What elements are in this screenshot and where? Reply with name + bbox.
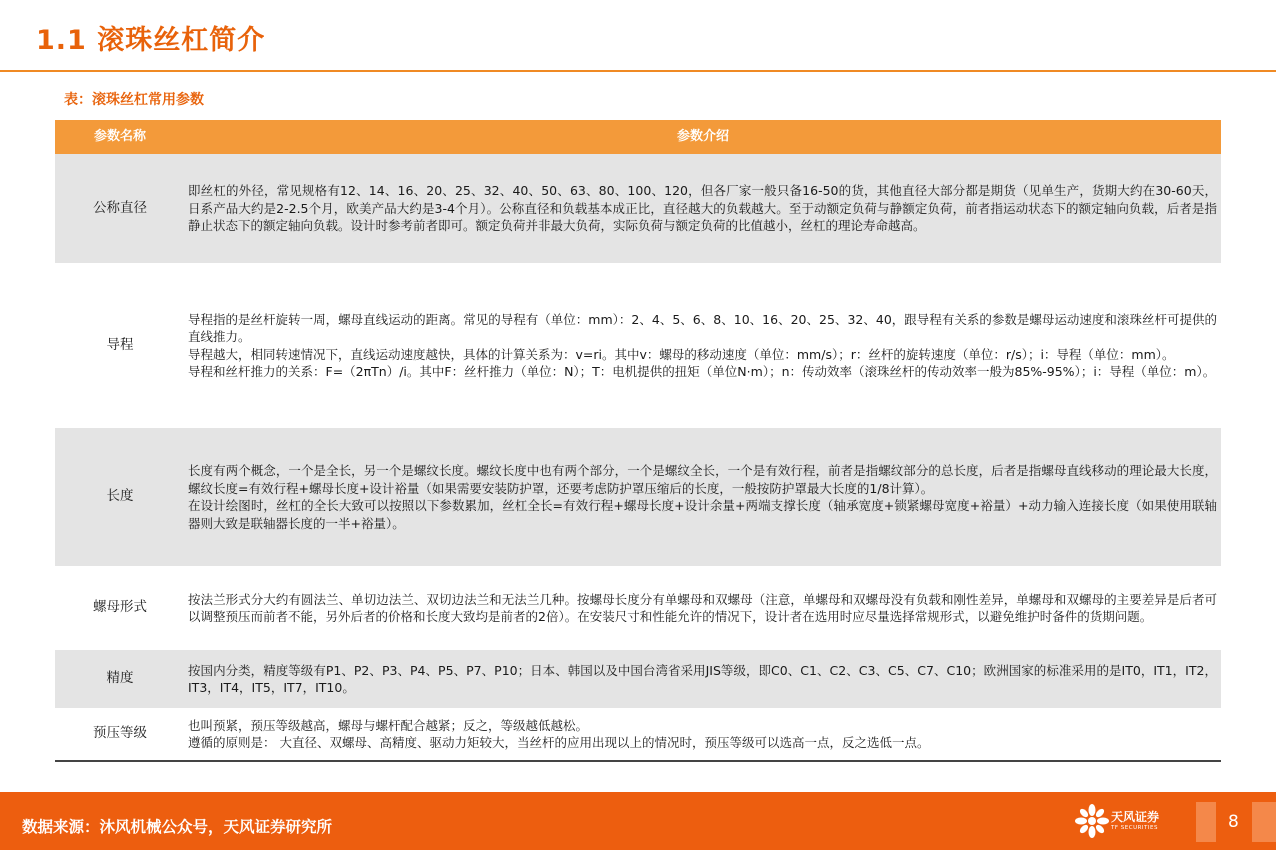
company-logo (1075, 803, 1175, 841)
table-caption: 表：滚珠丝杠常用参数 (64, 92, 204, 108)
param-description (185, 650, 1221, 708)
description-line: 长度有两个概念，一个是全长，另一个是螺纹长度。螺纹长度中也有两个部分，一个是螺纹全长，一个是有效行程，前者是指螺纹部分的总长度，后者是指螺母直线移动的理论最大长度，螺纹长度=有效行程+螺母长度+设计裕量（如果需要安装防护罩，还要考虑防护罩压缩后的长度，一般按防护罩最大长度的1/8计算）。 (188, 463, 1217, 496)
table-row (55, 263, 1221, 428)
param-description (185, 154, 1221, 263)
param-name: 预压等级 (55, 708, 185, 761)
param-name: 长度 (55, 428, 185, 566)
table-row (55, 650, 1221, 708)
description-line: 也叫预紧，预压等级越高，螺母与螺杆配合越紧；反之，等级越低越松。 (188, 717, 589, 733)
footer-decoration (1196, 802, 1216, 842)
table-header-row (55, 120, 1221, 154)
description-line: 即丝杠的外径，常见规格有12、14、16、20、25、32、40、50、63、80、100、120，但各厂家一般只备16-50的货，其他直径大部分都是期货（见单生产，货期大约在30-60天，日系产品大约是2-2.5个月，欧美产品大约是3-4个月）。公称直径和负载基本成正比，直径越大的负载越大。至于动额定负荷与静额定负荷，前者指运动状态下的额定轴向负载，后者是指静止状态下的额定轴向负载。设计时参考前者即可。额定负荷并非最大负荷，实际负荷与额定负荷的比值越小，丝杠的理论寿命越高。 (188, 183, 1217, 234)
description-line: 在设计绘图时，丝杠的全长大致可以按照以下参数累加，丝杠全长=有效行程+螺母长度+设计余量+两端支撑长度（轴承宽度+锁紧螺母宽度+裕量）+动力输入连接长度（如果使用联轴器则大致是联轴器长度的一半+裕量）。 (188, 498, 1217, 531)
param-description (185, 263, 1221, 428)
title-divider (0, 70, 1276, 72)
description-line: 按法兰形式分大约有圆法兰、单切边法兰、双切边法兰和无法兰几种。按螺母长度分有单螺母和双螺母（注意，单螺母和双螺母没有负载和刚性差异，单螺母和双螺母的主要差异是后者可以调整预压而前者不能，另外后者的价格和长度大致均是前者的2倍）。在安装尺寸和性能允许的情况下，设计者在选用时应尽量选择常规形式，以避免维护时备件的货期问题。 (188, 591, 1217, 624)
logo-text-cn: 天风证券 (1111, 810, 1160, 824)
param-name: 导程 (55, 263, 185, 428)
description-line: 导程和丝杆推力的关系：F=（2πTn）/i。其中F：丝杆推力（单位：N）；T：电机提供的扭矩（单位N·m）；n：传动效率（滚珠丝杆的传动效率一般为85%-95%）；i：导程（单位：m）。 (188, 364, 1216, 379)
footer-bar (0, 792, 1276, 850)
column-header-name: 参数名称 (55, 120, 185, 154)
table-row (55, 428, 1221, 566)
param-description (185, 428, 1221, 566)
table-row (55, 708, 1221, 761)
footer-decoration (1252, 802, 1276, 842)
param-description (185, 708, 1221, 761)
description-line: 按国内分类，精度等级有P1、P2、P3、P4、P5、P7、P10；日本、韩国以及中国台湾省采用JIS等级，即C0、C1、C2、C3、C5、C7、C10；欧洲国家的标准采用的是IT0，IT1，IT2，IT3，IT4，IT5，IT7，IT10。 (188, 662, 1217, 695)
description-line: 导程越大，相同转速情况下，直线运动速度越快，具体的计算关系为：v=ri。其中v：螺母的移动速度（单位：mm/s）；r：丝杆的旋转速度（单位：r/s）；i：导程（单位：mm）。 (188, 346, 1175, 362)
logo-text-en: TF SECURITIES (1111, 825, 1158, 831)
param-name: 螺母形式 (55, 566, 185, 650)
description-line: 遵循的原则是： 大直径、双螺母、高精度、驱动力矩较大，当丝杆的应用出现以上的情况时，预压等级可以选高一点，反之选低一点。 (188, 735, 930, 750)
parameter-table (55, 120, 1221, 762)
page-number: 8 (1228, 812, 1239, 832)
table-row (55, 566, 1221, 650)
param-description (185, 566, 1221, 650)
flower-logo-icon (1075, 803, 1109, 839)
param-name: 公称直径 (55, 154, 185, 263)
page-title: 1.1 滚珠丝杠简介 (36, 25, 266, 56)
description-line: 导程指的是丝杆旋转一周，螺母直线运动的距离。常见的导程有（单位：mm）：2、4、5、6、8、10、16、20、25、32、40，跟导程有关系的参数是螺母运动速度和滚珠丝杆可提供的直线推力。 (188, 311, 1217, 344)
data-source: 数据来源：沐风机械公众号，天风证券研究所 (22, 818, 333, 836)
table-row (55, 154, 1221, 263)
param-name: 精度 (55, 650, 185, 708)
column-header-desc: 参数介绍 (185, 120, 1221, 154)
